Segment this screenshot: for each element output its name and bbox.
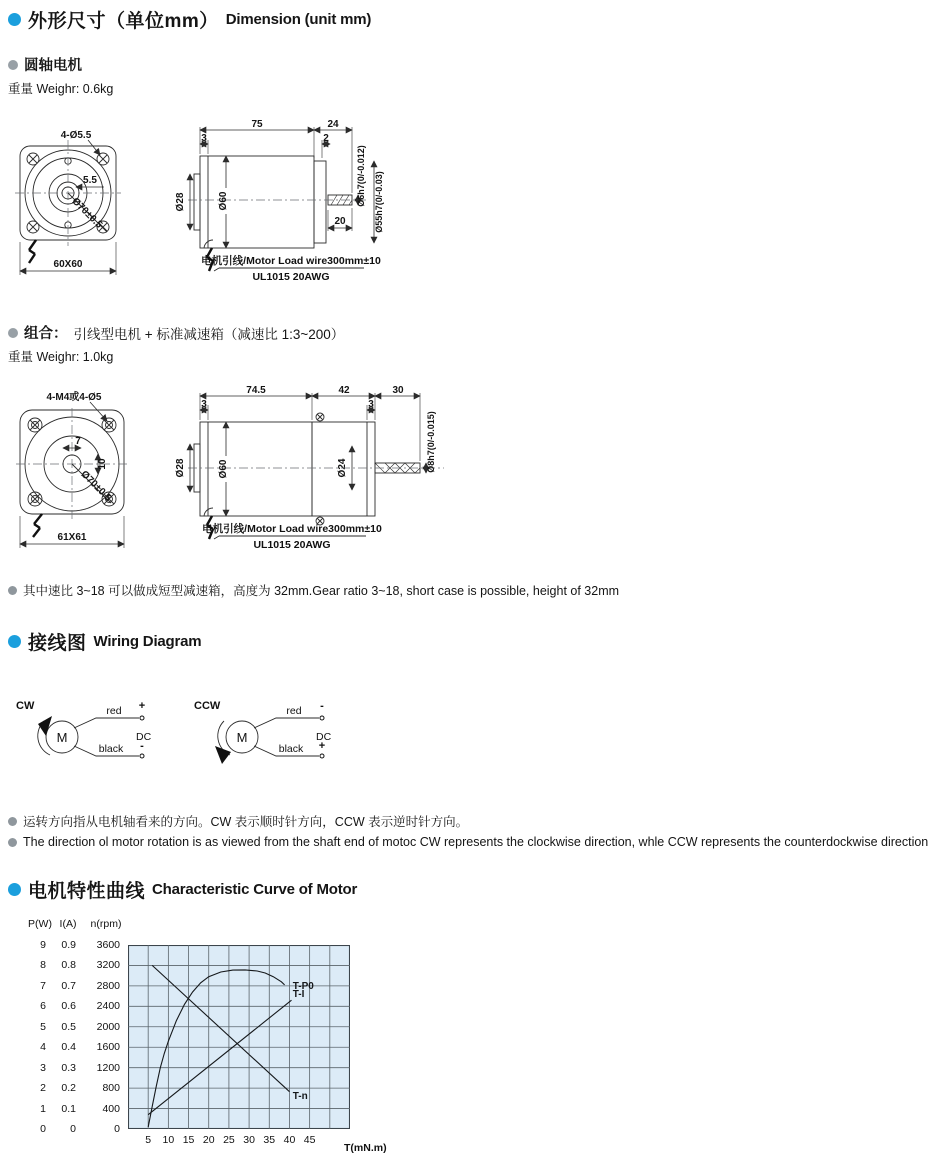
wiring-diagram-cw bbox=[8, 692, 168, 787]
dim-label: Ø70±0.5 bbox=[69, 195, 105, 231]
y-tick: 2000 bbox=[96, 1020, 120, 1033]
gear-motor-drawing bbox=[14, 384, 454, 576]
subsection-combination bbox=[8, 322, 344, 343]
lead-wire bbox=[33, 514, 42, 537]
y-tick: 4 bbox=[40, 1041, 46, 1054]
y-tick: 0 bbox=[70, 1123, 76, 1135]
front-view bbox=[16, 390, 128, 548]
subsection-title: 圆轴电机 bbox=[24, 58, 82, 74]
x-tick: 40 bbox=[283, 1134, 296, 1146]
y-tick: 800 bbox=[102, 1082, 120, 1095]
y-tick: 7 bbox=[40, 979, 46, 992]
y-tick: 1 bbox=[40, 1102, 46, 1115]
y-tick: 400 bbox=[102, 1102, 120, 1115]
rotation-label: CW bbox=[16, 700, 35, 712]
black-wire-label: black bbox=[278, 743, 304, 755]
y-tick: 6 bbox=[40, 1000, 46, 1013]
y-tick: 2800 bbox=[96, 979, 120, 992]
dim-label: 3 bbox=[201, 133, 207, 144]
motor-symbol: M bbox=[236, 730, 248, 745]
bullet-icon bbox=[8, 328, 18, 338]
curve-plot bbox=[128, 945, 350, 1129]
series-label: T-I bbox=[292, 989, 305, 1001]
dim-label: Ø70±0.5 bbox=[78, 468, 114, 504]
note-text: 运转方向指从电机轴看来的方向。CW 表示顺时针方向，CCW 表示逆时针方向。 bbox=[23, 815, 469, 829]
y-tick: 1600 bbox=[96, 1041, 120, 1054]
x-axis-label: T(mN.m) bbox=[344, 1142, 387, 1154]
rotation-arrow-icon bbox=[215, 746, 231, 764]
x-tick: 25 bbox=[223, 1134, 235, 1146]
section-dimension-heading bbox=[8, 6, 371, 33]
y-tick: 0.2 bbox=[61, 1082, 76, 1095]
x-tick: 5 bbox=[145, 1134, 152, 1146]
subsection-title-rest: 引线型电机 + 标准减速箱（减速比 1:3~200） bbox=[73, 326, 345, 342]
weight-text: 重量 Weighr: 0.6kg bbox=[8, 82, 114, 96]
rotation-label: CCW bbox=[194, 700, 221, 712]
dc-label: DC bbox=[316, 731, 332, 743]
note-direction-zh bbox=[8, 812, 468, 830]
y-tick: 3 bbox=[40, 1061, 46, 1074]
heading-zh: 接线图 bbox=[28, 633, 87, 654]
curve-chart bbox=[0, 916, 440, 1158]
y-tick: 2400 bbox=[96, 1000, 120, 1013]
y-tick: 0.1 bbox=[61, 1102, 76, 1115]
heading-en: Wiring Diagram bbox=[93, 633, 202, 650]
motor-symbol: M bbox=[56, 730, 68, 745]
wire-label-line2: UL1015 20AWG bbox=[252, 271, 330, 283]
y-tick: 1200 bbox=[96, 1061, 120, 1074]
lead-wire bbox=[29, 240, 36, 263]
series-label: T-n bbox=[292, 1090, 308, 1102]
dim-label: 7 bbox=[75, 436, 81, 447]
y-tick: 0.5 bbox=[61, 1020, 76, 1033]
y-tick: 2 bbox=[40, 1082, 46, 1095]
note-gear-ratio bbox=[8, 581, 619, 599]
y-tick: 0 bbox=[40, 1123, 46, 1135]
dim-label: Ø60 bbox=[218, 191, 229, 211]
x-tick: 20 bbox=[202, 1134, 215, 1146]
dim-label: 2 bbox=[323, 133, 329, 144]
dim-label: 24 bbox=[327, 119, 339, 130]
heading-zh: 外形尺寸（单位mm） bbox=[28, 11, 219, 32]
y-tick: 8 bbox=[40, 959, 46, 972]
front-view bbox=[15, 130, 121, 275]
axis-header-i: I(A) bbox=[59, 918, 77, 930]
y-tick: 0.8 bbox=[61, 959, 76, 972]
terminal-sign: + bbox=[138, 700, 146, 712]
y-tick: 0.4 bbox=[61, 1041, 76, 1054]
x-tick: 35 bbox=[263, 1134, 276, 1146]
subsection-title-bold: 组合： bbox=[24, 326, 68, 342]
section-wiring-heading bbox=[8, 628, 201, 655]
series-label: T-P0 bbox=[292, 980, 314, 992]
side-view bbox=[175, 119, 384, 283]
note-text: The direction ol motor rotation is as viewed from the shaft end of motoc CW represents the clockwise direction, whle CCW represents the counterdockwise direction bbox=[23, 835, 929, 849]
dim-label: 4-M4或4-Ø5 bbox=[46, 392, 102, 403]
dim-label: 3 bbox=[201, 399, 207, 410]
note-text: 其中速比 3~18 可以做成短型减速箱，高度为 32mm.Gear ratio 3~18, short case is possible, height of 32mm bbox=[23, 584, 620, 598]
x-tick: 15 bbox=[182, 1134, 195, 1146]
wiring-diagram-ccw bbox=[188, 692, 348, 787]
dc-label: DC bbox=[136, 731, 152, 743]
dim-label: 61X61 bbox=[57, 532, 87, 543]
tolerance-label: Ø6h7(0/-0.012) bbox=[356, 145, 366, 207]
wire-label-line1: 电机引线/Motor Load wire300mm±10 bbox=[201, 255, 381, 267]
dim-label: 74.5 bbox=[246, 385, 266, 396]
dim-label: Ø28 bbox=[175, 192, 186, 212]
dim-label: 60X60 bbox=[53, 259, 83, 270]
dim-label: Ø24 bbox=[337, 458, 348, 478]
tolerance-label: Ø55h7(0/-0.03) bbox=[374, 171, 384, 233]
bullet-icon bbox=[8, 883, 21, 896]
dim-label: Ø60 bbox=[218, 459, 229, 479]
dim-label: Ø28 bbox=[175, 458, 186, 478]
red-wire-label: red bbox=[106, 705, 122, 717]
dim-label: 20 bbox=[334, 216, 346, 227]
section-curve-heading bbox=[8, 876, 357, 903]
heading-zh: 电机特性曲线 bbox=[28, 881, 146, 902]
dim-label: 75 bbox=[251, 119, 263, 130]
dim-label: 3 bbox=[368, 399, 374, 410]
dim-label: 4-Ø5.5 bbox=[60, 130, 92, 141]
bullet-icon bbox=[8, 817, 17, 826]
heading-en: Characteristic Curve of Motor bbox=[152, 881, 358, 898]
y-tick: 0 bbox=[114, 1123, 120, 1135]
y-tick: 0.6 bbox=[61, 1000, 76, 1013]
y-tick: 3200 bbox=[96, 959, 120, 972]
bullet-icon bbox=[8, 60, 18, 70]
weight-text: 重量 Weighr: 1.0kg bbox=[8, 350, 114, 364]
heading-en: Dimension (unit mm) bbox=[225, 11, 372, 28]
red-wire-label: red bbox=[286, 705, 302, 717]
dim-label: 10 bbox=[97, 458, 108, 470]
terminal-sign: - bbox=[320, 700, 324, 712]
dim-label: 30 bbox=[392, 385, 404, 396]
bullet-icon bbox=[8, 635, 21, 648]
terminal-sign: + bbox=[318, 740, 326, 752]
bullet-icon bbox=[8, 13, 21, 26]
round-shaft-motor-drawing bbox=[14, 116, 414, 308]
bullet-icon bbox=[8, 586, 17, 595]
terminal-sign: - bbox=[140, 740, 144, 752]
dim-label: 5.5 bbox=[83, 175, 97, 186]
black-wire-label: black bbox=[98, 743, 124, 755]
x-tick: 45 bbox=[303, 1134, 316, 1146]
side-view bbox=[175, 385, 444, 551]
y-tick: 5 bbox=[40, 1020, 46, 1033]
y-tick: 0.7 bbox=[61, 979, 76, 992]
axis-header-p: P(W) bbox=[28, 918, 52, 930]
x-tick: 10 bbox=[162, 1134, 175, 1146]
wire-label-line2: UL1015 20AWG bbox=[253, 539, 331, 551]
tolerance-label: Ø8h7(0/-0.015) bbox=[426, 411, 436, 473]
bullet-icon bbox=[8, 838, 17, 847]
y-tick: 0.9 bbox=[61, 939, 76, 951]
dim-label: 42 bbox=[338, 385, 350, 396]
note-direction-en bbox=[8, 835, 928, 849]
axis-header-n: n(rpm) bbox=[90, 918, 122, 930]
flange-bolts bbox=[316, 413, 324, 525]
y-tick: 0.3 bbox=[61, 1061, 76, 1074]
y-tick: 3600 bbox=[96, 939, 120, 951]
subsection-round-shaft bbox=[8, 54, 82, 75]
x-tick: 30 bbox=[243, 1134, 255, 1146]
y-tick: 9 bbox=[40, 939, 46, 951]
wire-label-line1: 电机引线/Motor Load wire300mm±10 bbox=[202, 523, 382, 535]
